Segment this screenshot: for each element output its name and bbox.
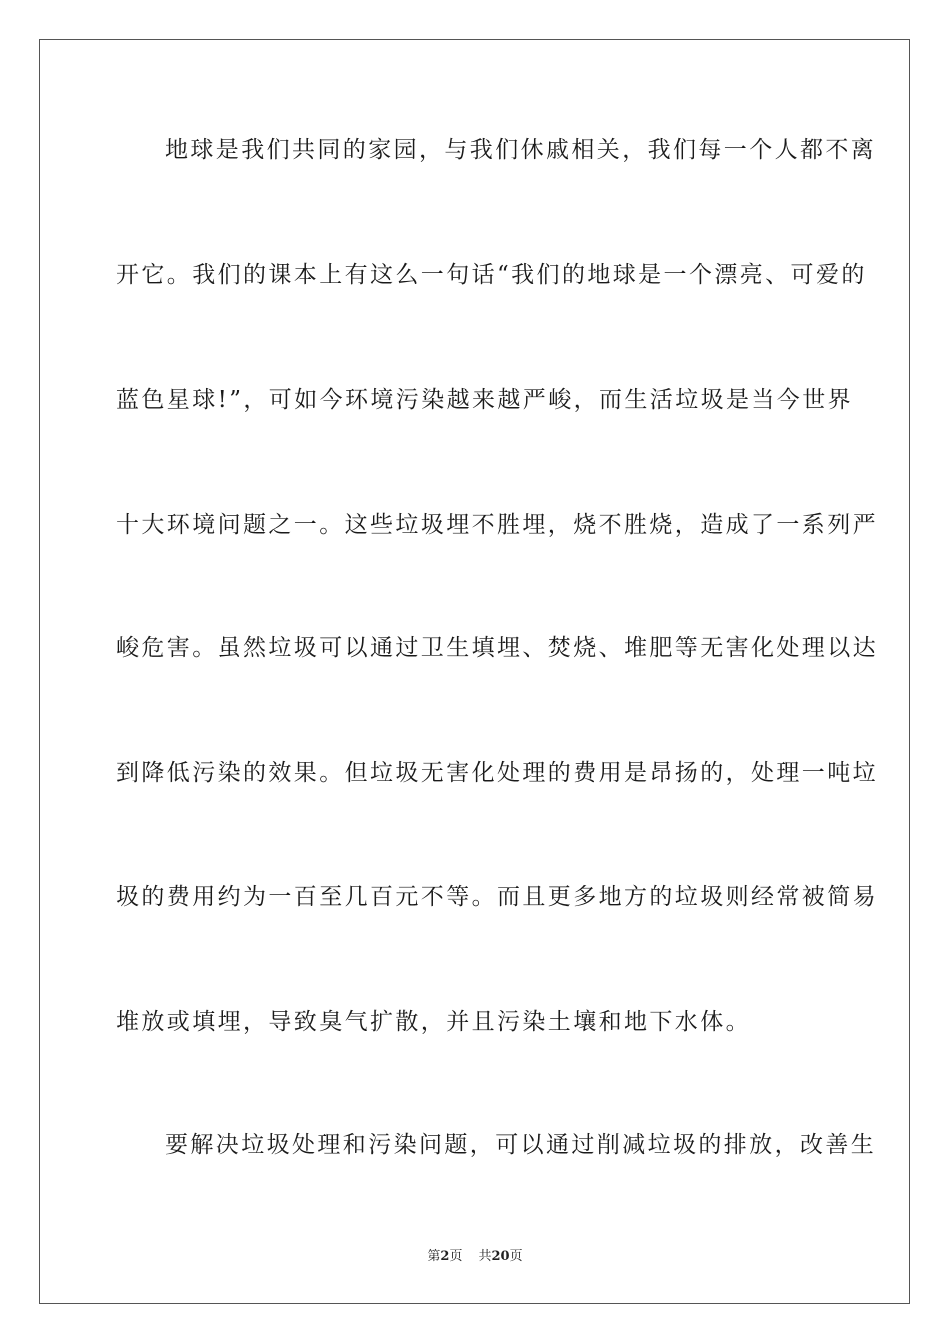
footer-page-prefix: 第 [427,1249,441,1264]
footer-page-suffix: 页 [449,1249,463,1264]
page-border [39,39,910,1304]
paragraph-1-line-1: 地球是我们共同的家园，与我们休戚相关，我们每一个人都不离 [165,137,877,163]
footer-total-pages: 20 [491,1249,510,1264]
page-footer [0,1248,950,1266]
paragraph-1-line-5: 峻危害。虽然垃圾可以通过卫生填埋、焚烧、堆肥等无害化处理以达 [116,635,878,661]
paragraph-1-line-4: 十大环境问题之一。这些垃圾埋不胜埋，烧不胜烧，造成了一系列严 [116,512,878,538]
footer-total-suffix: 页 [509,1249,523,1264]
footer-page-number: 2 [440,1249,450,1264]
paragraph-2-line-1: 要解决垃圾处理和污染问题，可以通过削减垃圾的排放，改善生 [165,1132,877,1158]
paragraph-1-line-2: 开它。我们的课本上有这么一句话“我们的地球是一个漂亮、可爱的 [116,262,867,288]
paragraph-1-line-7: 圾的费用约为一百至几百元不等。而且更多地方的垃圾则经常被简易 [116,884,878,910]
footer-total-prefix: 共 [478,1249,492,1264]
paragraph-1-line-6: 到降低污染的效果。但垃圾无害化处理的费用是昂扬的，处理一吨垃 [116,760,878,786]
paragraph-1-line-8: 堆放或填埋，导致臭气扩散，并且污染土壤和地下水体。 [116,1009,751,1035]
paragraph-1-line-3: 蓝色星球!”，可如今环境污染越来越严峻，而生活垃圾是当今世界 [116,387,854,413]
